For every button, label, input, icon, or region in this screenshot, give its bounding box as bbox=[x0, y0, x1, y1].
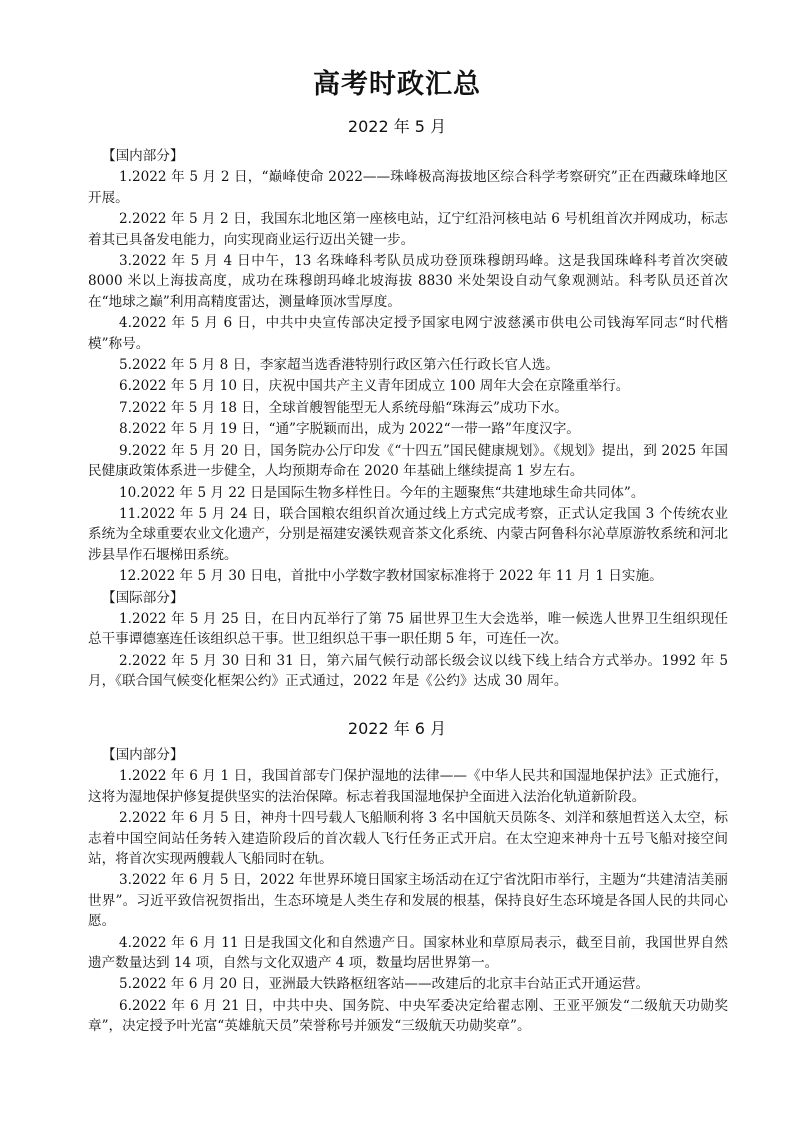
news-item: 10.2022 年 5 月 22 日是国际生物多样性日。今年的主题聚焦“共建地球生命共同体”。 bbox=[119, 484, 645, 501]
june-section bbox=[88, 745, 728, 1038]
news-item: 5.2022 年 6 月 20 日，亚洲最大铁路枢纽客站——改建后的北京丰台站正式开通运营。 bbox=[119, 976, 650, 993]
news-item: 3.2022 年 6 月 5 日，2022 年世界环境日国家主场活动在辽宁省沈阳市举行，主题为“共建清洁美丽世界”。习近平致信祝贺指出，生态环境是人类生存和发展的根基，保持良好生态环境是各国人民的共同心愿。 bbox=[88, 872, 728, 930]
news-item: 6.2022 年 5 月 10 日，庆祝中国共产主义青年团成立 100 周年大会在京隆重举行。 bbox=[119, 378, 630, 395]
may-intl-label: 【国际部分】 bbox=[102, 589, 184, 606]
news-item: 9.2022 年 5 月 20 日，国务院办公厅印发《“十四五”国民健康规划》。《规划》提出，到 2025 年国民健康政策体系进一步健全，人均预期寿命在 2020 年基础上继续提高 1 岁左右。 bbox=[88, 442, 728, 480]
news-item: 1.2022 年 5 月 2 日，“巅峰使命 2022——珠峰极高海拔地区综合科学考察研究”正在西藏珠峰地区开展。 bbox=[88, 169, 728, 206]
news-item: 11.2022 年 5 月 24 日，联合国粮农组织首次通过线上方式完成考察，正式认定我国 3 个传统农业系统为全球重要农业文化遗产，分别是福建安溪铁观音茶文化系统、内蒙古阿鲁科尔沁草原游牧系统和河北涉县旱作石堰梯田系统。 bbox=[88, 505, 728, 563]
news-item: 6.2022 年 6 月 21 日，中共中央、国务院、中央军委决定给翟志刚、王亚平颁发“二级航天功勋奖章”，决定授予叶光富“英雄航天员”荣誉称号并颁发“三级航天功勋奖章”。 bbox=[88, 997, 728, 1035]
news-item: 4.2022 年 6 月 11 日是我国文化和自然遗产日。国家林业和草原局表示，截至目前，我国世界自然遗产数量达到 14 项，自然与文化双遗产 4 项，数量均居世界第一。 bbox=[88, 934, 728, 972]
news-item: 1.2022 年 6 月 1 日，我国首部专门保护湿地的法律——《中华人民共和国湿地保护法》正式施行，这将为湿地保护修复提供坚实的法治保障。标志着我国湿地保护全面进入法治化轨道新阶段。 bbox=[88, 768, 728, 805]
news-item: 4.2022 年 5 月 6 日，中共中央宣传部决定授予国家电网宁波慈溪市供电公司钱海军同志“时代楷模”称号。 bbox=[88, 315, 728, 352]
news-item: 7.2022 年 5 月 18 日，全球首艘智能型无人系统母船“珠海云”成功下水。 bbox=[119, 399, 568, 416]
news-item: 5.2022 年 5 月 8 日，李家超当选香港特别行政区第六任行政长官人选。 bbox=[119, 357, 559, 374]
news-item: 2.2022 年 5 月 2 日，我国东北地区第一座核电站，辽宁红沿河核电站 6 号机组首次并网成功，标志着其已具备发电能力，向实现商业运行迈出关键一步。 bbox=[88, 211, 728, 248]
news-item: 2.2022 年 5 月 30 日和 31 日，第六届气候行动部长级会议以线下线上结合方式举办。1992 年 5 月，《联合国气候变化框架公约》正式通过，2022 年是《公约》达成 30 周年。 bbox=[88, 652, 728, 690]
news-item: 2.2022 年 6 月 5 日，神舟十四号载人飞船顺利将 3 名中国航天员陈冬、刘洋和蔡旭哲送入太空，标志着中国空间站任务转入建造阶段后的首次载人飞行任务正式开启。在太空迎来神舟十五号飞船对接空间站，将首次实现两艘载人飞船同时在轨。 bbox=[88, 810, 728, 868]
may-domestic-label: 【国内部分】 bbox=[102, 148, 184, 164]
may-heading: 2022 年 5 月 bbox=[347, 117, 447, 136]
june-heading: 2022 年 6 月 bbox=[347, 719, 447, 738]
news-item: 3.2022 年 5 月 4 日中午，13 名珠峰科考队员成功登顶珠穆朗玛峰。这是我国珠峰科考首次突破 8000 米以上海拔高度，成功在珠穆朗玛峰北坡海拔 8830 米处架设自动气象观测站。科考队员还首次在“地球之巅”利用高精度雷达，测量峰顶冰雪厚度。 bbox=[88, 253, 728, 310]
news-item: 12.2022 年 5 月 30 日电，首批中小学数字教材国家标准将于 2022 年 11 月 1 日实施。 bbox=[119, 568, 663, 585]
june-domestic-label: 【国内部分】 bbox=[102, 747, 184, 763]
news-item: 8.2022 年 5 月 19 日，“通”字脱颖而出，成为 2022“一带一路”年度汉字。 bbox=[119, 421, 580, 438]
news-item: 1.2022 年 5 月 25 日，在日内瓦举行了第 75 届世界卫生大会选举，唯一候选人世界卫生组织现任总干事谭德塞连任该组织总干事。世卫组织总干事一职任期 5 年，可连任一次。 bbox=[88, 610, 728, 648]
document-title: 高考时政汇总 bbox=[313, 69, 481, 100]
may-section bbox=[88, 146, 728, 693]
